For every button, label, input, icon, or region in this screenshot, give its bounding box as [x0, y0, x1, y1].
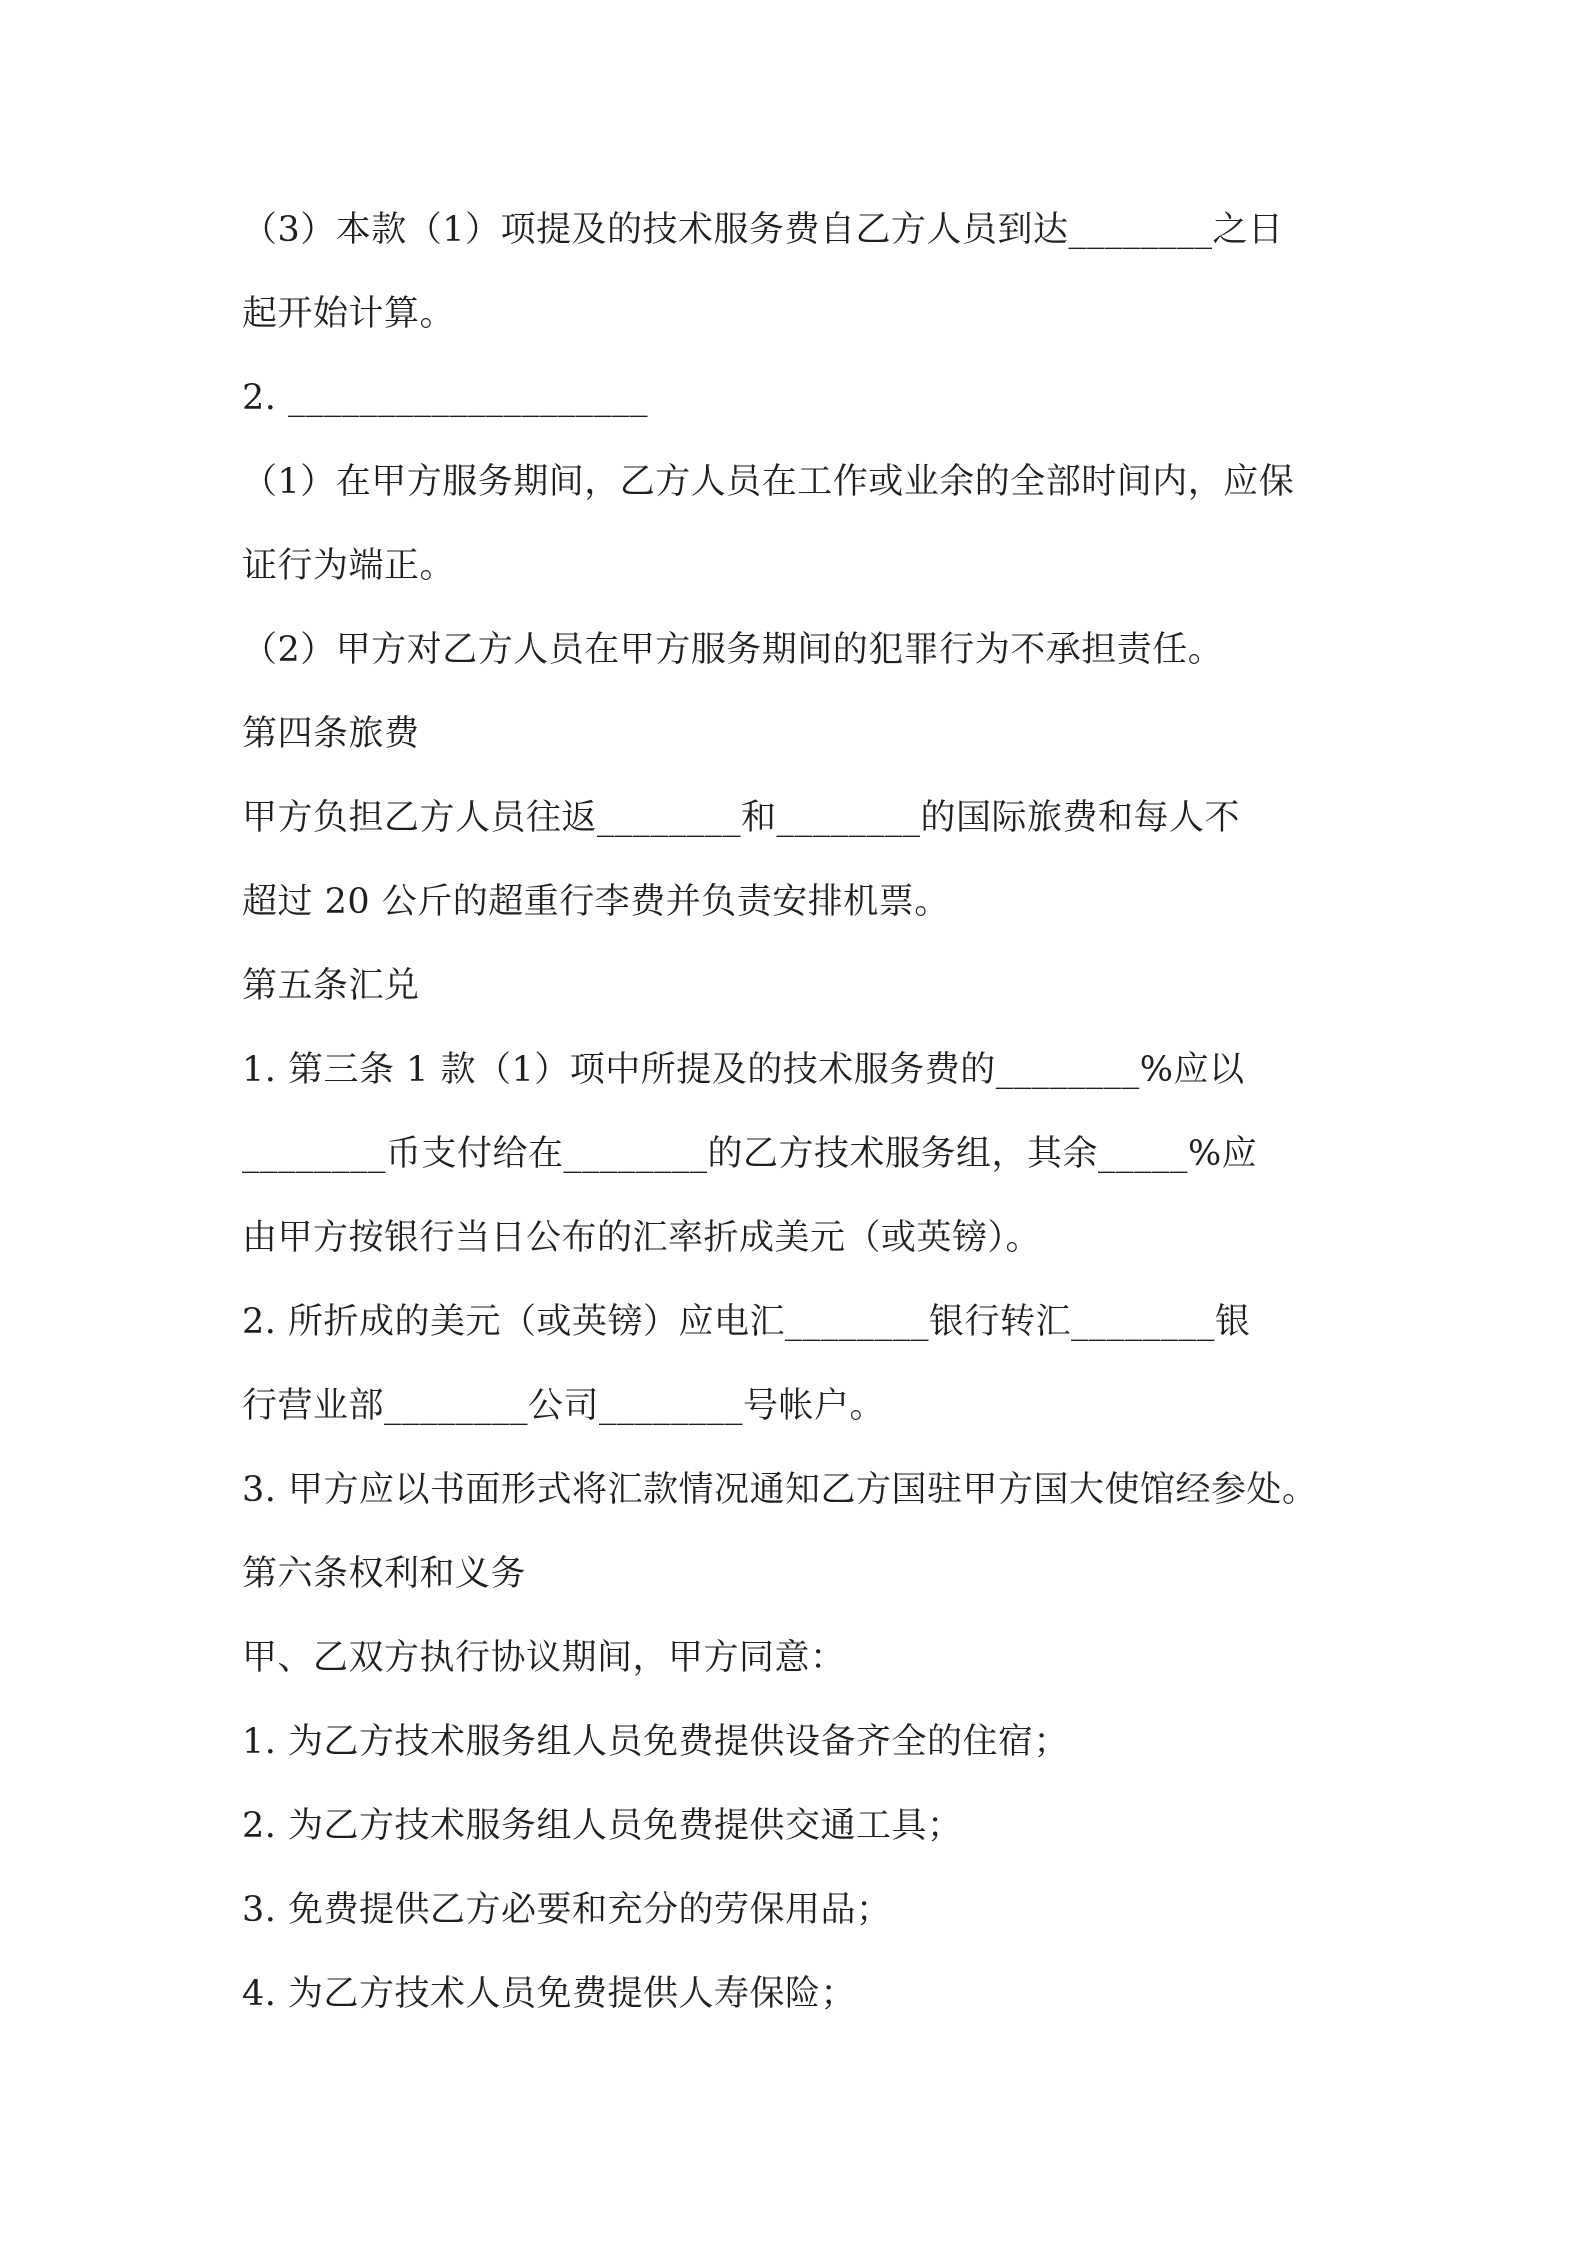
- article-5-item-1-line-2: ________币支付给在________的乙方技术服务组，其余_____%应: [242, 1134, 1258, 1174]
- section-2-item-2: （2）甲方对乙方人员在甲方服务期间的犯罪行为不承担责任。: [242, 630, 1224, 670]
- article-6-item-1: 1. 为乙方技术服务组人员免费提供设备齐全的住宿；: [242, 1722, 1070, 1762]
- section-2-item-1-line-1: （1）在甲方服务期间，乙方人员在工作或业余的全部时间内，应保: [242, 462, 1295, 502]
- article-5-item-2-line-2: 行营业部________公司________号帐户。: [242, 1386, 886, 1426]
- article-6-item-2: 2. 为乙方技术服务组人员免费提供交通工具；: [242, 1806, 963, 1846]
- article-5-item-2-line-1: 2. 所折成的美元（或英镑）应电汇________银行转汇________银: [242, 1302, 1251, 1342]
- article-6-item-3: 3. 免费提供乙方必要和充分的劳保用品；: [242, 1890, 892, 1930]
- clause-3-item-3-line-2: 起开始计算。: [242, 294, 456, 334]
- section-2-item-1-line-2: 证行为端正。: [242, 546, 456, 586]
- clause-3-item-3-line-1: （3）本款（1）项提及的技术服务费自乙方人员到达________之日: [242, 210, 1284, 250]
- article-4-heading: 第四条旅费: [242, 714, 420, 754]
- article-6-heading: 第六条权利和义务: [242, 1554, 527, 1594]
- article-5-heading: 第五条汇兑: [242, 966, 420, 1006]
- article-5-item-1-line-1: 1. 第三条 1 款（1）项中所提及的技术服务费的________%应以: [242, 1050, 1245, 1090]
- article-4-text-line-1: 甲方负担乙方人员往返________和________的国际旅费和每人不: [242, 798, 1241, 838]
- article-4-text-line-2: 超过 20 公斤的超重行李费并负责安排机票。: [242, 882, 950, 922]
- clause-3-section-2-heading: 2. ____________________: [242, 378, 649, 418]
- article-6-item-4: 4. 为乙方技术人员免费提供人寿保险；: [242, 1974, 857, 2014]
- article-5-item-3: 3. 甲方应以书面形式将汇款情况通知乙方国驻甲方国大使馆经参处。: [242, 1470, 1318, 1510]
- article-6-intro: 甲、乙双方执行协议期间，甲方同意：: [242, 1638, 846, 1678]
- article-5-item-1-line-3: 由甲方按银行当日公布的汇率折成美元（或英镑）。: [242, 1218, 1042, 1258]
